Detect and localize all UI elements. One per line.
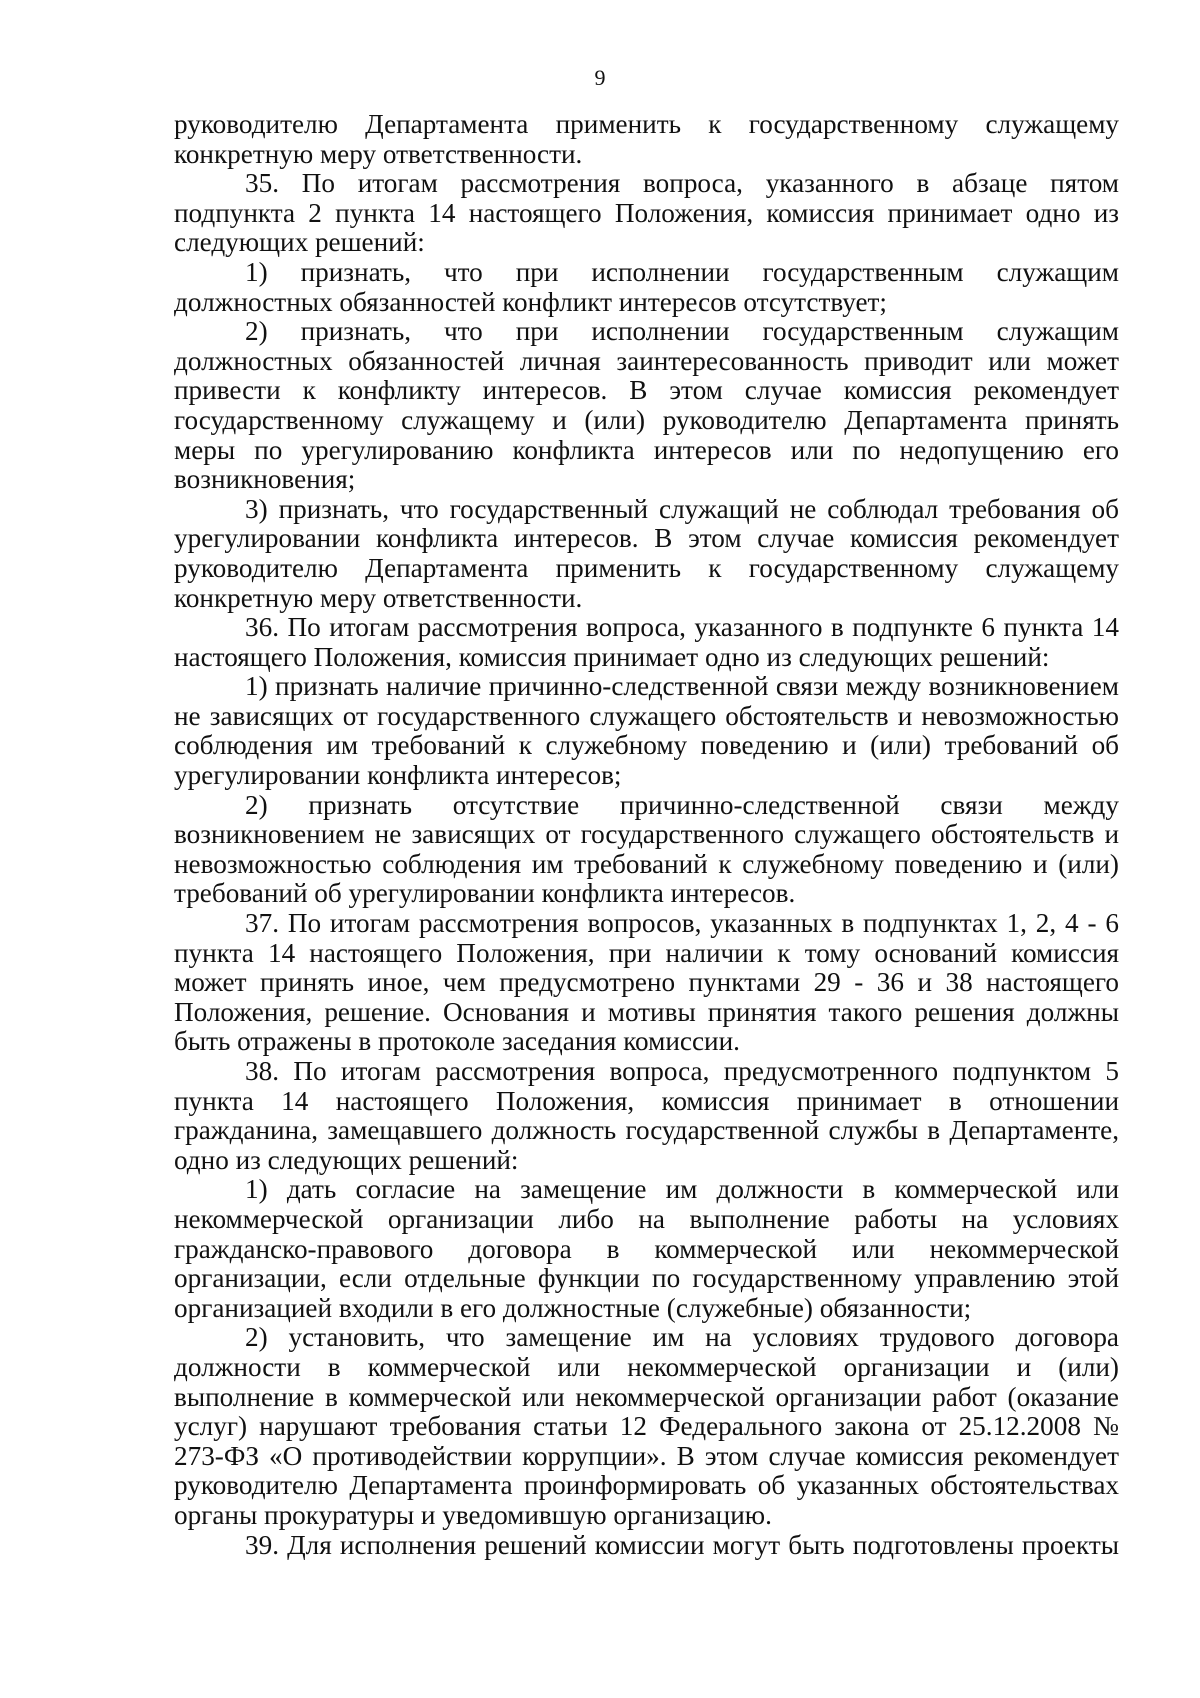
page-number: 9 [594,65,606,90]
paragraph-38-subitem-2: 2) установить, что замещение им на условиях трудового договора должности в коммерческой или некоммерческой организации и (или) выполнение в коммерческой или некоммерческой организации работ (оказание услуг) нарушают требования статьи 12 Федерального закона от 25.12.2008 № 273-ФЗ «О противодействии коррупции». В этом случае комиссия рекомендует руководителю Департамента проинформировать об указанных обстоятельствах органы прокуратуры и уведомившую организацию. [174,1322,1119,1530]
paragraph-item-39: 39. Для исполнения решений комиссии могут быть подготовлены проекты [245,1529,1119,1560]
paragraph-36-subitem-2: 2) признать отсутствие причинно-следственной связи между возникновением не зависящих от государственного служащего обстоятельств и невозможностью соблюдения им требований к служебному поведению и (или) требований об урегулировании конфликта интересов. [174,789,1119,909]
paragraph-38-subitem-1: 1) дать согласие на замещение им должности в коммерческой или некоммерческой организации либо на выполнение работы на условиях гражданско-правового договора в коммерческой или некоммерческой организации, если отдельные функции по государственному управлению этой организацией входили в его должностные (служебные) обязанности; [174,1174,1119,1323]
paragraph-item-36: 36. По итогам рассмотрения вопроса, указанного в подпункте 6 пункта 14 настоящего Положения, комиссия принимает одно из следующих решений: [174,612,1119,672]
paragraph-continuation: руководителю Департамента применить к государственному служащему конкретную меру ответственности. [174,109,1119,169]
paragraph-35-subitem-2: 2) признать, что при исполнении государственным служащим должностных обязанностей личная заинтересованность приводит или может привести к конфликту интересов. В этом случае комиссия рекомендует государственному служащему и (или) руководителю Департамента принять меры по урегулированию конфликта интересов или по недопущению его возникновения; [174,316,1119,495]
paragraph-item-38: 38. По итогам рассмотрения вопроса, предусмотренного подпунктом 5 пункта 14 настоящего Положения, комиссия принимает в отношении гражданина, замещавшего должность государственной службы в Департаменте, одно из следующих решений: [174,1056,1119,1175]
paragraph-item-37: 37. По итогам рассмотрения вопросов, указанных в подпунктах 1, 2, 4 - 6 пункта 14 настоящего Положения, при наличии к тому оснований комиссия может принять иное, чем предусмотрено пунктами 29 - 36 и 38 настоящего Положения, решение. Основания и мотивы принятия такого решения должны быть отражены в протоколе заседания комиссии. [174,908,1119,1057]
paragraph-35-subitem-3: 3) признать, что государственный служащий не соблюдал требования об урегулировании конфликта интересов. В этом случае комиссия рекомендует руководителю Департамента применить к государственному служащему конкретную меру ответственности. [174,493,1119,613]
paragraph-item-35: 35. По итогам рассмотрения вопроса, указанного в абзаце пятом подпункта 2 пункта 14 настоящего Положения, комиссия принимает одно из следующих решений: [174,168,1119,258]
paragraph-35-subitem-1: 1) признать, что при исполнении государственным служащим должностных обязанностей конфликт интересов отсутствует; [174,256,1119,317]
paragraph-36-subitem-1: 1) признать наличие причинно-следственной связи между возникновением не зависящих от государственного служащего обстоятельств и невозможностью соблюдения им требований к служебному поведению и (или) требований об урегулировании конфликта интересов; [174,671,1119,791]
document-body [174,110,1119,1560]
